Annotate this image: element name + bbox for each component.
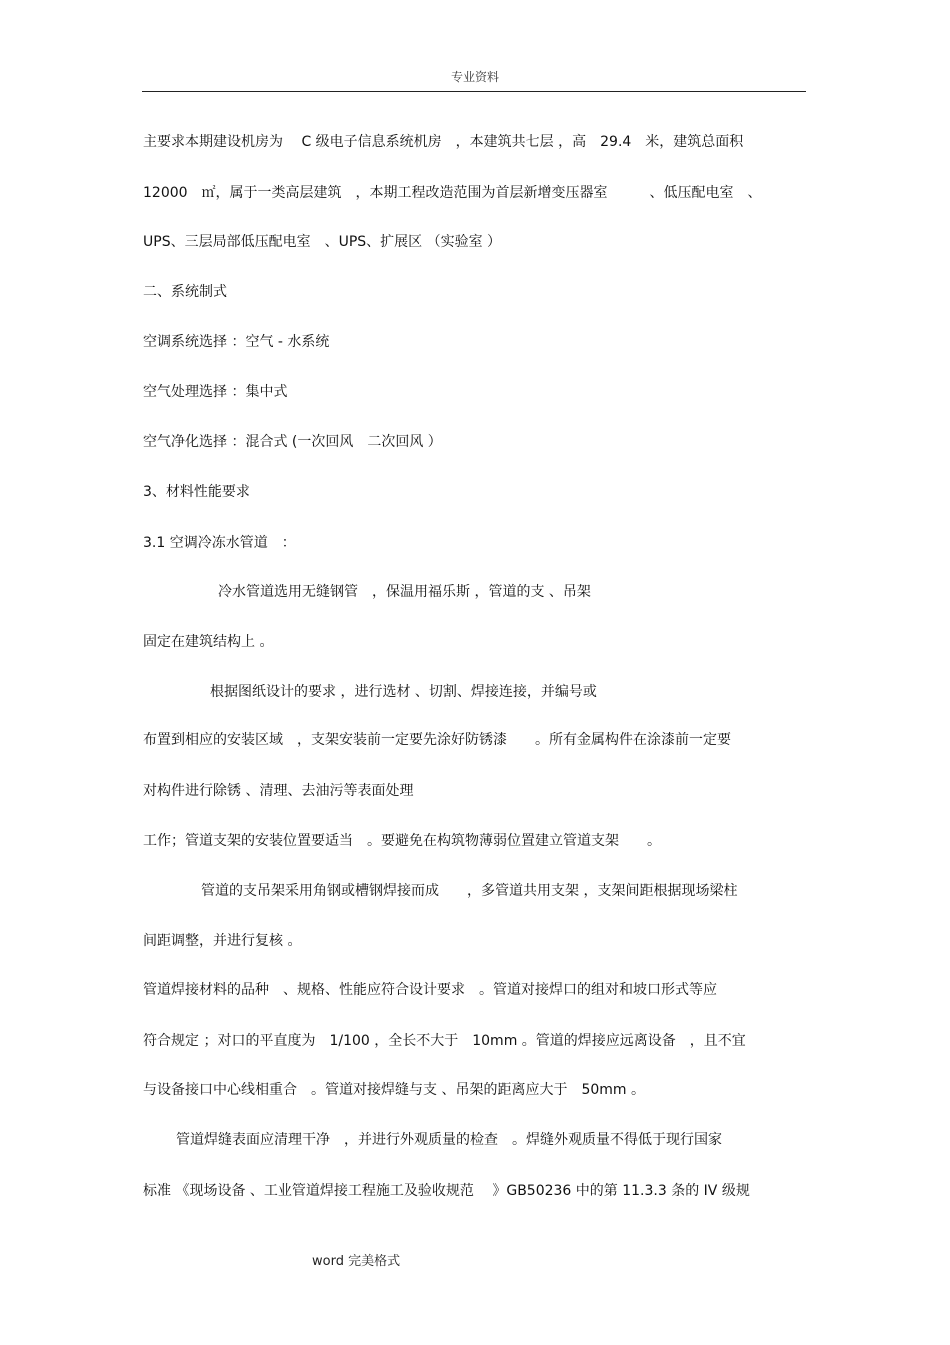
- text-line: 冷水管道选用无缝钢管 ，保温用福乐斯 ，管道的支 、吊架: [218, 584, 591, 600]
- text-line: 工作；管道支架的安装位置要适当 。要避免在构筑物薄弱位置建立管道支架 。: [143, 833, 661, 849]
- text-line: 固定在建筑结构上 。: [143, 634, 274, 650]
- text-line: 12000 ㎡，属于一类高层建筑 ，本期工程改造范围为首层新增变压器室 、低压配电室 、: [143, 185, 762, 201]
- text-line: 空调系统选择 ：空气 - 水系统: [143, 334, 330, 350]
- text-line: 间距调整，并进行复核 。: [143, 933, 302, 949]
- text-line: 管道焊接材料的品种 、规格、性能应符合设计要求 。管道对接焊口的组对和坡口形式等应: [143, 982, 717, 998]
- text-line: 根据图纸设计的要求 ，进行选材 、切割、焊接连接，并编号或: [210, 684, 597, 700]
- section-heading: 二、系统制式: [143, 284, 227, 300]
- text-line: 管道的支吊架采用角钢或槽钢焊接而成 ，多管道共用支架 ，支架间距根据现场梁柱: [201, 883, 738, 899]
- page-footer: word 完美格式: [312, 1254, 401, 1269]
- text-line: 符合规定 ；对口的平直度为 1/100 ，全长不大于 10mm 。管道的焊接应远离设备 ，且不宜: [143, 1033, 746, 1049]
- header-divider: [142, 91, 806, 92]
- text-line: 与设备接口中心线相重合 。管道对接焊缝与支 、吊架的距离应大于 50mm 。: [143, 1082, 645, 1098]
- text-line: 布置到相应的安装区域 ，支架安装前一定要先涂好防锈漆 。所有金属构件在涂漆前一定要: [143, 732, 731, 748]
- text-line: 主要求本期建设机房为 C 级电子信息系统机房 ，本建筑共七层 ，高 29.4 米，建筑总面积: [143, 134, 744, 150]
- text-line: UPS、三层局部低压配电室 、UPS、扩展区 （实验室 ）: [143, 234, 502, 250]
- text-line: 标准 《现场设备 、工业管道焊接工程施工及验收规范 》GB50236 中的第 11.3.3 条的 IV 级规: [143, 1183, 750, 1199]
- text-line: 空气处理选择 ：集中式: [143, 384, 288, 400]
- text-line: 对构件进行除锈 、清理、去油污等表面处理: [143, 783, 414, 799]
- header-title: 专业资料: [450, 70, 499, 84]
- subsection-heading: 3.1 空调冷冻水管道 ：: [143, 535, 296, 551]
- section-heading: 3、材料性能要求: [143, 484, 250, 500]
- text-line: 空气净化选择 ：混合式 (一次回风 二次回风 ）: [143, 434, 442, 450]
- text-line: 管道焊缝表面应清理干净 ，并进行外观质量的检查 。焊缝外观质量不得低于现行国家: [176, 1132, 722, 1148]
